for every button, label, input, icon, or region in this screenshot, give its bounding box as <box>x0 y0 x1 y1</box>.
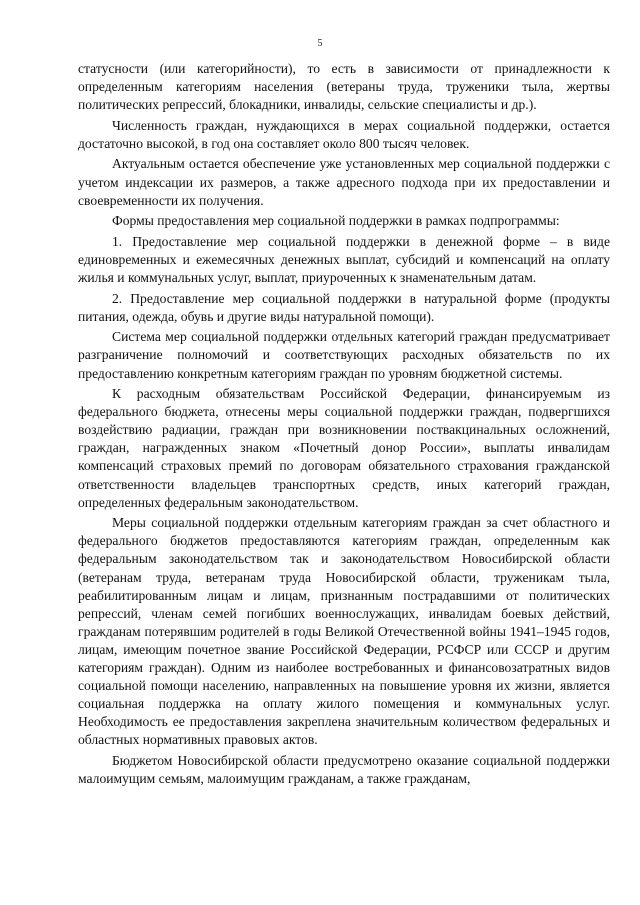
list-item-1: 1. Предоставление мер социальной поддержки в денежной форме – в виде единовременных и ежемесячных денежных выплат, субсидий и компенсаций на оплату жилья и коммунальных услуг, выплат, приуроченных к знаменательным датам. <box>78 233 610 286</box>
paragraph-4: Формы предоставления мер социальной поддержки в рамках подпрограммы: <box>112 213 560 229</box>
paragraph-1: статусности (или категорийности), то есть в зависимости от принадлежности к определенным категориям населения (ветераны труда, труженики тыла, жертвы политических репрессий, блокадники, инвалиды, сельские специалисты и др.). <box>78 61 610 113</box>
paragraph-3: Актуальным остается обеспечение уже установленных мер социальной поддержки с учетом индексации их размеров, а также адресного подхода при их предоставлении и своевременности их получения. <box>78 156 610 208</box>
paragraph-7: Меры социальной поддержки отдельным категориям граждан за счет областного и федерального бюджетов предоставляются категориям граждан, определенным как федеральным законодательством так и законодательством Новосибирской области (ветеранам труда, ветеранам труда Новосибирской области, труженикам тыла, реабилитированным лицам и лицам, признанным пострадавшими от политических репрессий, членам семей погибших военнослужащих, инвалидам боевых действий, гражданам потерявшим родителей в годы Великой Отечественной войны 1941–1945 годов, лицам, имеющим почетное звание Российской Федерации, РСФСР или СССР и другим категориям граждан). Одним из наиболее востребованных и финансовозатратных видов социальной помощи населению, направленных на повышение уровня их жизни, является социальная поддержка на оплату жилого помещения и коммунальных услуг. Необходимость ее предоставления закреплена значительным количеством федеральных и областных нормативных правовых актов. <box>78 515 610 748</box>
paragraph-8: Бюджетом Новосибирской области предусмотрено оказание социальной поддержки малоимущим семьям, малоимущим гражданам, а также гражданам, <box>78 752 610 787</box>
list-item-2: 2. Предоставление мер социальной поддержки в натуральной форме (продукты питания, одежда, обувь и другие виды натуральной помощи). <box>78 290 610 324</box>
page-number: 5 <box>317 38 323 49</box>
paragraph-2: Численность граждан, нуждающихся в мерах социальной поддержки, остается достаточно высокой, в год она составляет около 800 тысяч человек. <box>78 117 610 151</box>
paragraph-6: К расходным обязательствам Российской Федерации, финансируемым из федерального бюджета, отнесены меры социальной поддержки граждан, подвергшихся воздействию радиации, граждан при возникновении поствакцинальных осложнений, граждан, награжденных знаком «Почетный донор России», выплаты инвалидам компенсаций страховых премий по договорам обязательного страхования гражданской ответственности владельцев транспортных средств, иных категорий граждан, определенных федеральным законодательством. <box>78 386 610 510</box>
document-body <box>78 60 610 791</box>
paragraph-5: Система мер социальной поддержки отдельных категорий граждан предусматривает разграничение полномочий и соответствующих расходных обязательств по их предоставлению конкретным категориям граждан по уровням бюджетной системы. <box>78 329 610 381</box>
